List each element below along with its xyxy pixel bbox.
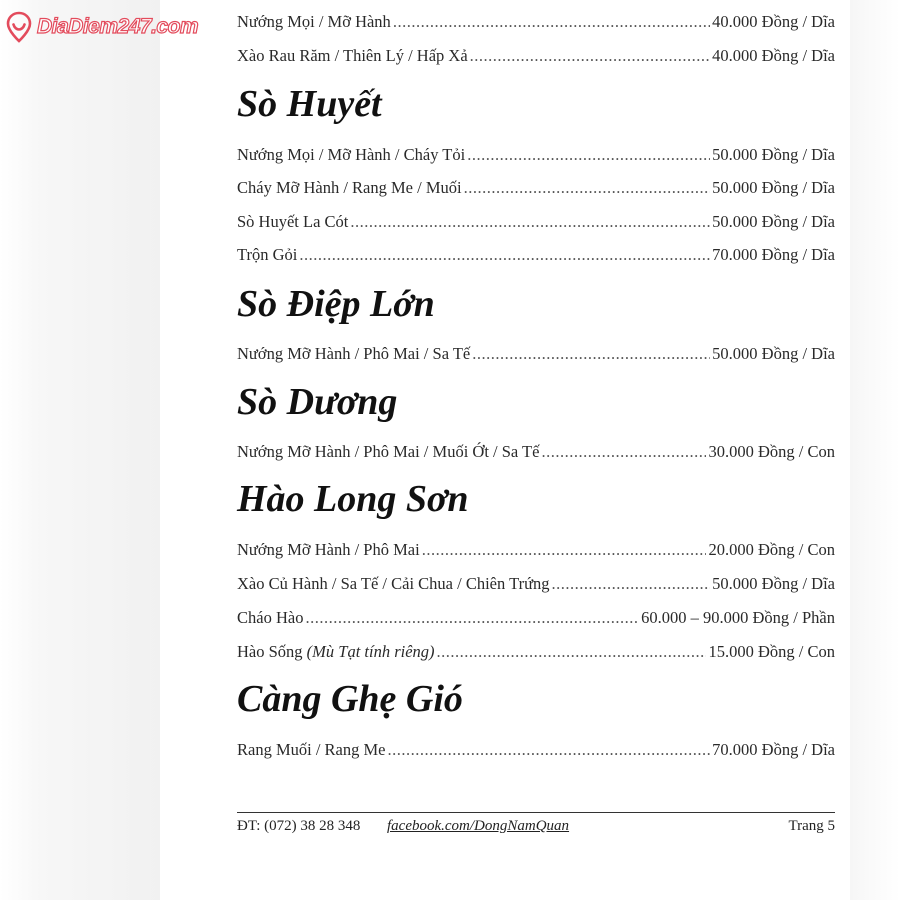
item-note: (Mù Tạt tính riêng) <box>306 642 435 661</box>
menu-item <box>237 538 835 562</box>
page-footer <box>237 815 835 837</box>
menu-item <box>237 210 835 234</box>
item-name: Cháo Hào <box>237 608 304 627</box>
item-price: 70.000 Đồng / Dĩa <box>712 740 835 759</box>
item-price: 50.000 Đồng / Dĩa <box>712 344 835 363</box>
location-pin-icon <box>6 11 32 43</box>
menu-item <box>237 44 835 68</box>
right-margin-shade <box>850 0 900 900</box>
item-price: 50.000 Đồng / Dĩa <box>712 178 835 197</box>
item-price: 20.000 Đồng / Con <box>708 540 835 559</box>
dot-leader <box>552 572 711 596</box>
item-price: 70.000 Đồng / Dĩa <box>712 245 835 264</box>
footer-divider <box>237 812 835 813</box>
dot-leader <box>422 538 707 562</box>
dot-leader <box>470 44 711 68</box>
menu-item <box>237 640 835 664</box>
dot-leader <box>467 143 710 167</box>
item-name: Nướng Mọi / Mỡ Hành / Cháy Tỏi <box>237 145 466 164</box>
menu-item <box>237 738 835 762</box>
item-name: Nướng Mỡ Hành / Phô Mai / Muối Ớt / Sa Tế <box>237 442 540 461</box>
item-price: 50.000 Đồng / Dĩa <box>712 212 835 231</box>
item-price: 50.000 Đồng / Dĩa <box>712 574 835 593</box>
dot-leader <box>464 176 711 200</box>
dot-leader <box>472 342 710 366</box>
footer-facebook-link[interactable]: facebook.com/DongNamQuan <box>387 818 570 834</box>
menu-item <box>237 143 835 167</box>
dot-leader <box>388 738 711 762</box>
item-price: 30.000 Đồng / Con <box>708 442 835 461</box>
left-margin-shade <box>0 0 160 900</box>
menu-item <box>237 572 835 596</box>
item-name: Xào Rau Răm / Thiên Lý / Hấp Xả <box>237 46 468 65</box>
item-name: Xào Củ Hành / Sa Tế / Cải Chua / Chiên Trứng <box>237 574 550 593</box>
menu-item <box>237 10 835 34</box>
dot-leader <box>437 640 707 664</box>
menu-item <box>237 440 835 464</box>
item-name: Nướng Mọi / Mỡ Hành <box>237 12 391 31</box>
item-price: 50.000 Đồng / Dĩa <box>712 145 835 164</box>
section-heading: Càng Ghẹ Gió <box>237 678 463 720</box>
item-price: 40.000 Đồng / Dĩa <box>712 46 835 65</box>
menu-item <box>237 243 835 267</box>
dot-leader <box>305 606 639 630</box>
dot-leader <box>350 210 710 234</box>
item-price: 40.000 Đồng / Dĩa <box>712 12 835 31</box>
dot-leader <box>393 10 710 34</box>
item-name <box>237 640 435 664</box>
item-name: Trộn Gỏi <box>237 245 298 264</box>
menu-item <box>237 606 835 630</box>
dot-leader <box>541 440 706 464</box>
section-heading: Hào Long Sơn <box>237 478 469 520</box>
section-heading: Sò Dương <box>237 381 398 423</box>
item-price: 60.000 – 90.000 Đồng / Phần <box>641 608 835 627</box>
dot-leader <box>299 243 710 267</box>
item-name: Sò Huyết La Cót <box>237 212 349 231</box>
item-name: Rang Muối / Rang Me <box>237 740 386 759</box>
section-heading: Sò Điệp Lớn <box>237 283 435 325</box>
watermark-text: DiaDiem247.com <box>37 15 199 38</box>
item-name-text: Hào Sống <box>237 642 303 661</box>
footer-phone: ĐT: (072) 38 28 348 <box>237 818 361 834</box>
menu-item <box>237 176 835 200</box>
item-name: Cháy Mỡ Hành / Rang Me / Muối <box>237 178 462 197</box>
watermark <box>6 10 198 44</box>
footer-page-number: Trang 5 <box>788 818 835 834</box>
item-price: 15.000 Đồng / Con <box>708 642 835 661</box>
item-name: Nướng Mỡ Hành / Phô Mai <box>237 540 420 559</box>
item-name: Nướng Mỡ Hành / Phô Mai / Sa Tế <box>237 344 471 363</box>
menu-item <box>237 342 835 366</box>
section-heading: Sò Huyết <box>237 83 382 125</box>
